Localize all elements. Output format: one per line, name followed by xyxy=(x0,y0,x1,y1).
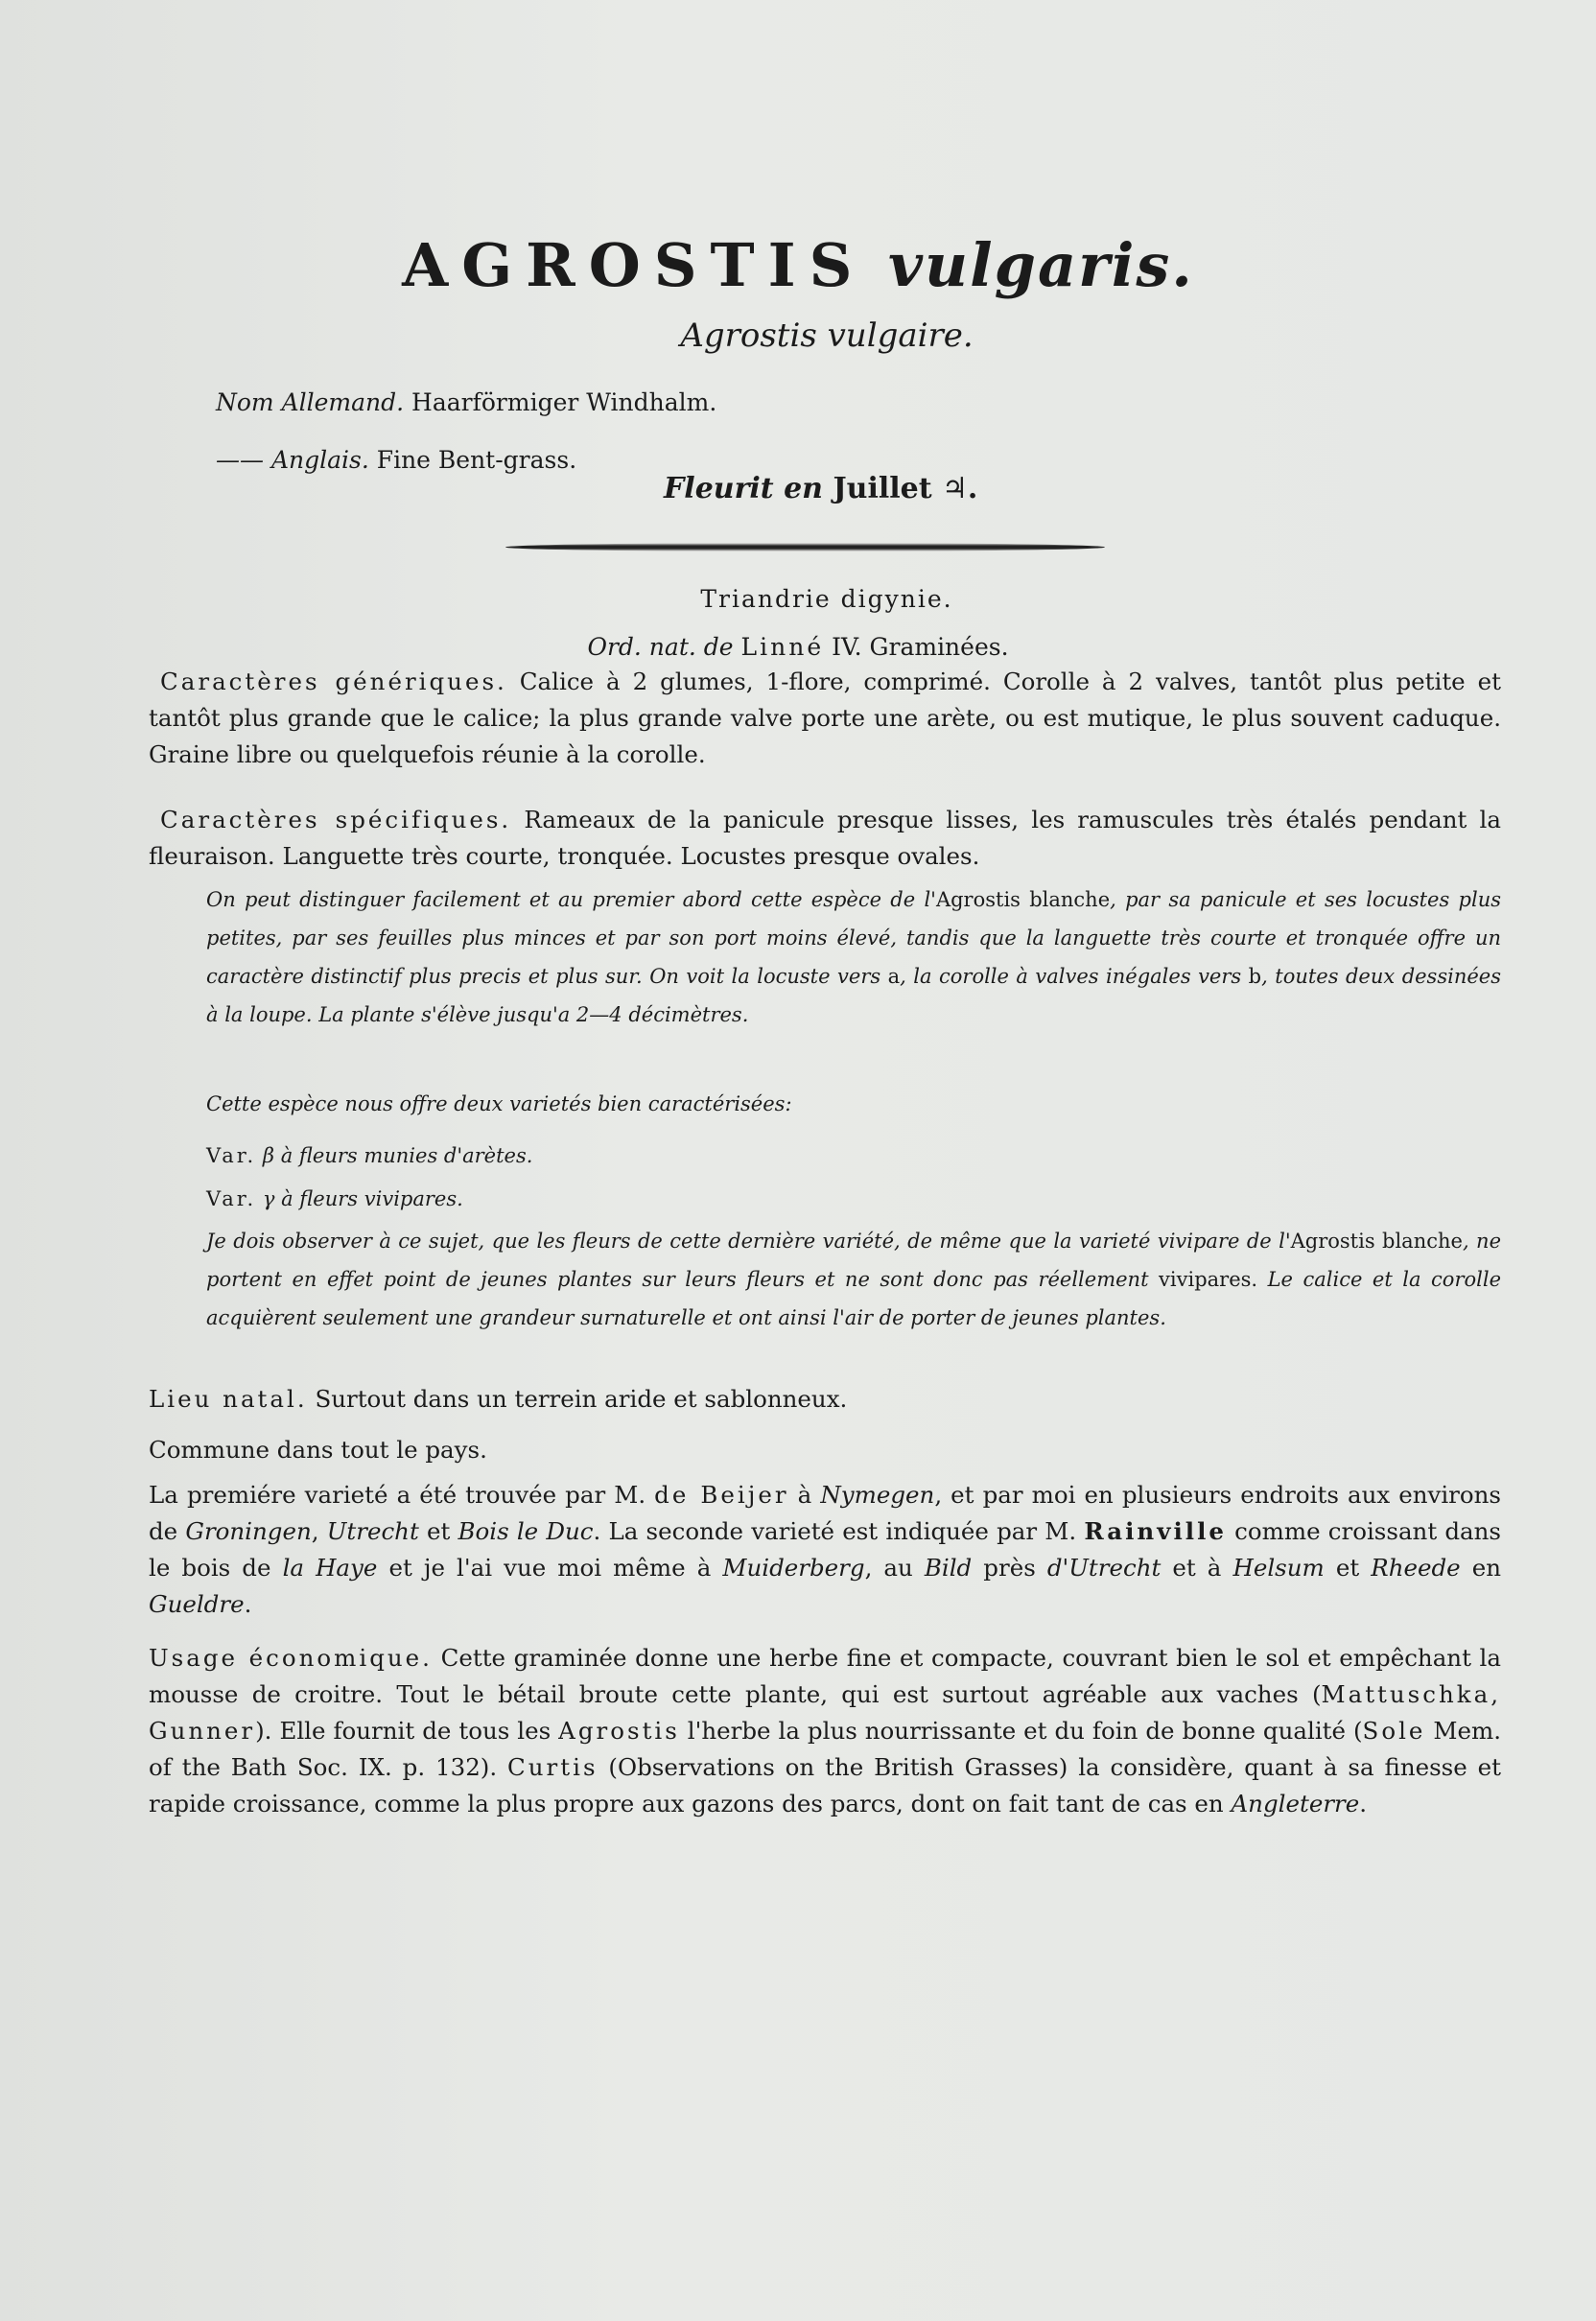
name-english-value: Fine Bent-grass. xyxy=(376,446,577,474)
title-genus: AGROSTIS xyxy=(402,230,866,300)
note-text: On peut distinguer facilement et au premier abord cette espèce de l' xyxy=(206,888,936,911)
place-la-haye: la Haye xyxy=(282,1554,378,1582)
usage-authors: Mattuschka, Gunner xyxy=(149,1680,1501,1745)
distribution-text: . La seconde varieté est indiquée par M. xyxy=(593,1517,1085,1545)
place-d-utrecht: d'Utrecht xyxy=(1046,1554,1162,1582)
distribution-text: comme croissant dans le bois de xyxy=(149,1517,1502,1582)
gamma-symbol: γ xyxy=(262,1187,275,1210)
generic-characters xyxy=(149,664,1501,773)
flowering-label: Fleurit en xyxy=(664,472,823,505)
title-divider xyxy=(505,543,1105,551)
person-rainville: Rainville xyxy=(1084,1517,1227,1545)
habitat-label: Lieu natal. xyxy=(149,1385,308,1413)
specific-characters xyxy=(149,802,1501,875)
note-text: , toutes deux dessinées à la loupe. La plante s'élève jusqu'a 2—4 décimètres. xyxy=(206,965,1501,1026)
name-german xyxy=(216,388,716,416)
observation-text: Le calice et la corolle acquièrent seulement une grandeur surnaturelle et ont ainsi l'air de porter de jeunes plantes. xyxy=(206,1268,1501,1329)
usage-text: . xyxy=(1359,1790,1368,1817)
name-english-label: —— Anglais. xyxy=(216,446,369,474)
usage-label: Usage économique. xyxy=(149,1644,433,1672)
distribution-text: et xyxy=(418,1517,458,1545)
distribution-text: près xyxy=(972,1554,1047,1582)
usage-text: (Observations on the British Grasses) la considère, quant à sa finesse et rapide croissance, comme la plus propre aux gazons des parcs, dont on fait tant de cas en xyxy=(149,1753,1501,1817)
observation-vivipares: vivipares. xyxy=(1159,1268,1258,1291)
economic-usage xyxy=(149,1640,1501,1822)
observation-text: Je dois observer à ce sujet, que les fleurs de cette dernière variété, de même que la varieté vivipare de l' xyxy=(206,1230,1291,1253)
place-angleterre: Angleterre xyxy=(1231,1790,1360,1817)
name-english xyxy=(216,446,576,474)
distribution-text: . xyxy=(244,1590,252,1618)
figure-letter-b: b xyxy=(1248,965,1262,988)
variety-label: Var. xyxy=(206,1187,257,1210)
usage-curtis: Curtis xyxy=(507,1753,598,1781)
classification-order xyxy=(0,633,1596,661)
classification-system: Triandrie digynie. xyxy=(700,585,953,613)
title-species: vulgaris. xyxy=(887,230,1194,300)
place-muiderberg: Muiderberg xyxy=(722,1554,865,1582)
place-nymegen: Nymegen xyxy=(820,1481,935,1509)
generic-label: Caractères génériques. xyxy=(160,668,507,695)
specific-label: Caractères spécifiques. xyxy=(160,806,512,833)
usage-text: Cette graminée donne une herbe fine et compacte, couvrant bien le sol et empêchant la mousse de croitre. Tout le bétail broute cette plante, qui est surtout agréable aux vaches ( xyxy=(149,1644,1501,1708)
vivipary-observation xyxy=(206,1222,1501,1337)
usage-text: ). Elle fournit de tous les xyxy=(255,1717,559,1745)
subtitle: Agrostis vulgaire. xyxy=(680,316,974,355)
note-agrostis-blanche: Agrostis blanche xyxy=(935,888,1111,911)
place-bild: Bild xyxy=(924,1554,973,1582)
page-title xyxy=(0,230,1596,300)
distribution-text: et xyxy=(1324,1554,1372,1582)
habitat-text: Surtout dans un terrein aride et sablonneux. xyxy=(315,1385,848,1413)
usage-sole: Sole xyxy=(1362,1717,1426,1745)
flowering-line xyxy=(664,472,977,505)
order-linne: Linné xyxy=(740,633,825,661)
distribution-text: , et par moi en plusieurs endroits aux environs de xyxy=(149,1481,1501,1545)
distribution-text: et je l'ai vue moi même à xyxy=(377,1554,723,1582)
distribution xyxy=(149,1477,1501,1623)
usage-text: Mem. of the Bath Soc. IX. p. 132). xyxy=(149,1717,1501,1781)
note-text: , par sa panicule et ses locustes plus petites, par ses feuilles plus minces et par son port moins élevé, tandis que la languette très courte et tronquée offre un caractère distinctif plus precis et plus sur. On voit la locuste vers xyxy=(206,888,1501,988)
place-bois-le-duc: Bois le Duc xyxy=(458,1517,594,1545)
gamma-text: à fleurs vivipares. xyxy=(281,1187,463,1210)
usage-text: l'herbe la plus nourrissante et du foin de bonne qualité ( xyxy=(679,1717,1363,1745)
habitat-common: Commune dans tout le pays. xyxy=(149,1436,487,1464)
variety-beta xyxy=(206,1137,1501,1175)
distribution-text: à xyxy=(788,1481,821,1509)
distinction-note xyxy=(206,880,1501,1034)
beta-symbol: β xyxy=(262,1144,274,1167)
distribution-text: , xyxy=(311,1517,327,1545)
place-rheede: Rheede xyxy=(1371,1554,1461,1582)
distribution-text: La premiére varieté a été trouvée par M. xyxy=(149,1481,655,1509)
variety-gamma xyxy=(206,1180,1501,1218)
varieties-intro: Cette espèce nous offre deux varietés bien caractérisées: xyxy=(206,1092,792,1115)
flowering-value: Juillet ♃. xyxy=(833,472,978,505)
place-gueldre: Gueldre xyxy=(149,1590,245,1618)
distribution-text: et à xyxy=(1161,1554,1233,1582)
observation-agrostis-blanche: Agrostis blanche xyxy=(1290,1230,1463,1253)
place-groningen: Groningen xyxy=(185,1517,312,1545)
order-prefix: Ord. nat. de xyxy=(587,633,734,661)
distribution-text: , au xyxy=(864,1554,925,1582)
note-text: , la corolle à valves inégales vers xyxy=(900,965,1249,988)
place-helsum: Helsum xyxy=(1232,1554,1325,1582)
observation-text: , ne portent en effet point de jeunes plantes sur leurs fleurs et ne sont donc pas réellement xyxy=(206,1230,1501,1291)
name-german-value: Haarförmiger Windhalm. xyxy=(411,388,717,416)
habitat xyxy=(149,1381,1501,1418)
generic-text: Calice à 2 glumes, 1-flore, comprimé. Corolle à 2 valves, tantôt plus petite et tantôt plus grande que le calice; la plus grande valve porte une arète, ou est mutique, le plus souvent caduque. Graine libre ou quelquefois réunie à la corolle. xyxy=(149,668,1501,768)
order-suffix: IV. Graminées. xyxy=(832,633,1009,661)
beta-text: à fleurs munies d'arètes. xyxy=(280,1144,533,1167)
person-beijer: de Beijer xyxy=(654,1481,789,1509)
place-utrecht: Utrecht xyxy=(326,1517,419,1545)
distribution-text: en xyxy=(1460,1554,1501,1582)
name-german-label: Nom Allemand. xyxy=(216,388,405,416)
variety-label: Var. xyxy=(206,1144,257,1167)
figure-letter-a: a xyxy=(887,965,901,988)
specific-text: Rameaux de la panicule presque lisses, les ramuscules très étalés pendant la fleuraison. Languette très courte, tronquée. Locustes presque ovales. xyxy=(149,806,1501,870)
usage-agrostis: Agrostis xyxy=(558,1717,680,1745)
